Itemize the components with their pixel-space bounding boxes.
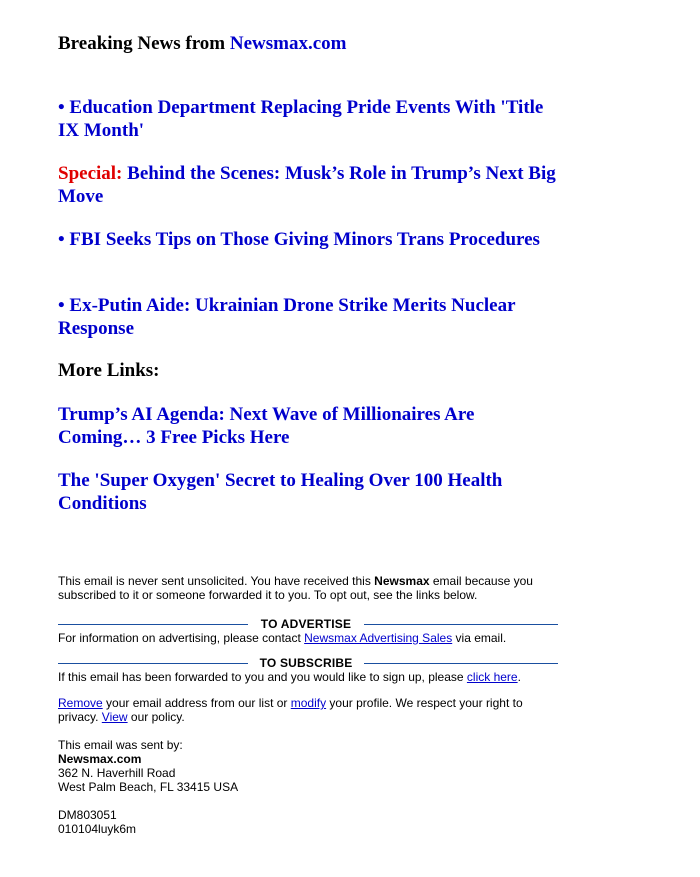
special-label: Special: bbox=[58, 163, 128, 184]
sent-by-label: This email was sent by: bbox=[58, 738, 183, 752]
unsolicited-notice bbox=[58, 574, 558, 602]
newsmax-site-link[interactable]: Newsmax.com bbox=[229, 33, 347, 54]
headline-item[interactable] bbox=[58, 228, 558, 251]
sender-name: Newsmax.com bbox=[58, 752, 142, 766]
bullet-icon: • bbox=[58, 229, 70, 250]
headline-link[interactable]: Ex-Putin Aide: Ukrainian Drone Strike Merits Nuclear Response bbox=[58, 295, 516, 339]
subscribe-info bbox=[58, 670, 558, 684]
headline-item[interactable] bbox=[58, 96, 558, 142]
header-prefix: Breaking News from bbox=[58, 33, 226, 54]
headline-link[interactable]: FBI Seeks Tips on Those Giving Minors Trans Procedures bbox=[69, 229, 540, 250]
advertise-divider bbox=[58, 617, 558, 631]
email-header bbox=[58, 33, 346, 55]
bullet-icon: • bbox=[58, 295, 70, 316]
advertising-sales-link[interactable]: Newsmax Advertising Sales bbox=[304, 631, 453, 645]
advertise-info bbox=[58, 631, 558, 645]
more-link[interactable]: Trump’s AI Agenda: Next Wave of Millionaires Are Coming… 3 Free Picks Here bbox=[58, 404, 475, 448]
more-links-heading: More Links: bbox=[58, 360, 160, 381]
remove-link[interactable]: Remove bbox=[58, 696, 103, 710]
click-here-link[interactable]: click here bbox=[466, 670, 518, 684]
advertise-text-end: via email. bbox=[452, 631, 507, 645]
privacy-info bbox=[58, 696, 558, 724]
divider-line bbox=[58, 663, 248, 664]
address-line-1: 362 N. Haverhill Road bbox=[58, 766, 176, 780]
sender-info bbox=[58, 738, 558, 794]
privacy-text: your profile. We respect your right to privacy. bbox=[58, 696, 523, 724]
tracking-code-2: 010104luyk6m bbox=[58, 822, 137, 836]
modify-link[interactable]: modify bbox=[290, 696, 327, 710]
advertise-heading: TO ADVERTISE bbox=[260, 617, 352, 631]
notice-text: This email is never sent unsolicited. You have received this bbox=[58, 574, 375, 588]
subscribe-text: If this email has been forwarded to you and you would like to sign up, please bbox=[58, 670, 467, 684]
more-link-item[interactable] bbox=[58, 469, 558, 515]
privacy-text: your email address from our list or bbox=[102, 696, 291, 710]
subscribe-divider bbox=[58, 656, 558, 670]
subscribe-text-end: . bbox=[517, 670, 521, 684]
headline-item[interactable] bbox=[58, 162, 558, 208]
tracking-code-1: DM803051 bbox=[58, 808, 117, 822]
more-link[interactable]: The 'Super Oxygen' Secret to Healing Over 100 Health Conditions bbox=[58, 470, 503, 514]
headline-link[interactable]: Education Department Replacing Pride Events With 'Title IX Month' bbox=[58, 97, 544, 141]
subscribe-heading: TO SUBSCRIBE bbox=[259, 656, 353, 670]
notice-brand: Newsmax bbox=[374, 574, 430, 588]
view-policy-link[interactable]: View bbox=[101, 710, 128, 724]
notice-text-end: email because you subscribed to it or someone forwarded it to you. To opt out, see the links below. bbox=[58, 574, 533, 602]
divider-line bbox=[364, 663, 558, 664]
divider-line bbox=[364, 624, 558, 625]
privacy-text-end: our policy. bbox=[127, 710, 185, 724]
advertise-text: For information on advertising, please contact bbox=[58, 631, 305, 645]
headline-item[interactable] bbox=[58, 294, 558, 340]
more-link-item[interactable] bbox=[58, 403, 558, 449]
tracking-codes bbox=[58, 808, 558, 836]
headline-link[interactable]: Behind the Scenes: Musk’s Role in Trump’s Next Big Move bbox=[58, 163, 556, 207]
divider-line bbox=[58, 624, 248, 625]
address-line-2: West Palm Beach, FL 33415 USA bbox=[58, 780, 239, 794]
bullet-icon: • bbox=[58, 97, 70, 118]
